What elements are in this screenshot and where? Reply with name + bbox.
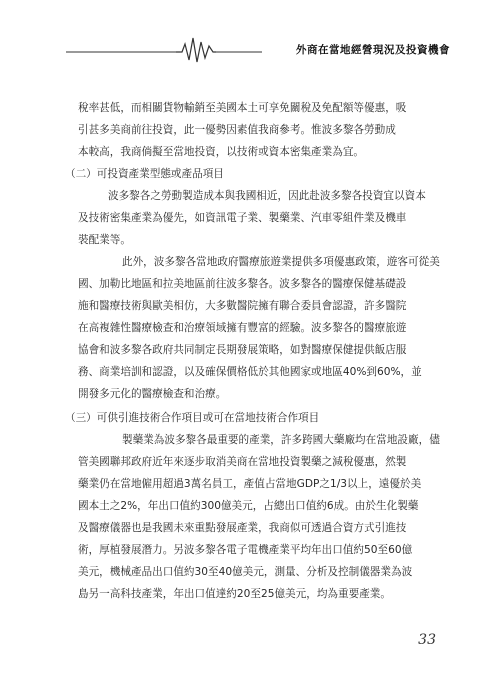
page-header [0,0,480,70]
text-line: 協會和波多黎各政府共同制定長期發展策略，如對醫療保健提供飯店服 [78,344,407,356]
text-line: 務、商業培訓和認證，以及確保價格低於其他國家或地區40%到60%，並 [78,366,422,378]
header-pulse-line-icon [0,0,480,70]
text-line: 本較高，我商倘擬至當地投資，以技術或資本密集產業為宜。 [78,146,365,158]
text-line: 施和醫療技術與歐美相仿，大多數醫院擁有聯合委員會認證，許多醫院 [78,300,407,312]
text-line: 開發多元化的醫療檢查和治療。 [78,388,227,400]
text-line: 藥業仍在當地僱用超過3萬名員工，產值占當地GDP之1/3以上，遠優於美 [78,478,422,490]
section-heading: （二）可投資產業型態或產品項目 [65,168,224,180]
text-line: 稅率甚低，而相關貨物輸銷至美國本土可享免關稅及免配額等優惠，吸 [78,102,407,114]
text-line: 波多黎各之勞動製造成本與我國相近，因此赴波多黎各投資宜以資本 [108,190,426,202]
text-line: 在高複雜性醫療檢查和治療領域擁有豐富的經驗。波多黎各的醫療旅遊 [78,322,407,334]
text-line: 島另一高科技產業，年出口值達約20至25億美元，均為重要產業。 [78,588,391,600]
text-line: 及醫療儀器也是我國未來重點發展產業，我商似可透過合資方式引進技 [78,522,407,534]
running-header-title: 外商在當地經營現況及投資機會 [296,44,450,56]
text-line: 及技術密集產業為優先，如資訊電子業、製藥業、汽車零組件業及機車 [78,212,407,224]
text-line: 引甚多美商前往投資，此一優勢因素值我商參考。惟波多黎各勞動成 [78,124,396,136]
text-line: 此外，波多黎各當地政府醫療旅遊業提供多項優惠政策，遊客可從美 [122,256,440,268]
section-heading: （三）可供引進技術合作項目或可在當地技術合作項目 [65,412,320,424]
text-line: 國、加勒比地區和拉美地區前往波多黎各。波多黎各的醫療保健基礎設 [78,278,407,290]
text-line: 管美國聯邦政府近年來逐步取消美商在當地投資製藥之減稅優惠，然製 [78,456,407,468]
text-line: 國本土之2%，年出口值約300億美元，占總出口值約6成。由於生化製藥 [78,500,419,512]
page-number: 33 [418,632,436,648]
text-line: 裝配業等。 [78,234,131,246]
text-line: 術，厚植發展潛力。另波多黎各電子電機產業平均年出口值約50至60億 [78,544,413,556]
text-line: 製藥業為波多黎各最重要的產業，許多跨國大藥廠均在當地設廠，儘 [122,434,440,446]
text-line: 美元，機械產品出口值約30至40億美元，測量、分析及控制儀器業為波 [78,566,413,578]
